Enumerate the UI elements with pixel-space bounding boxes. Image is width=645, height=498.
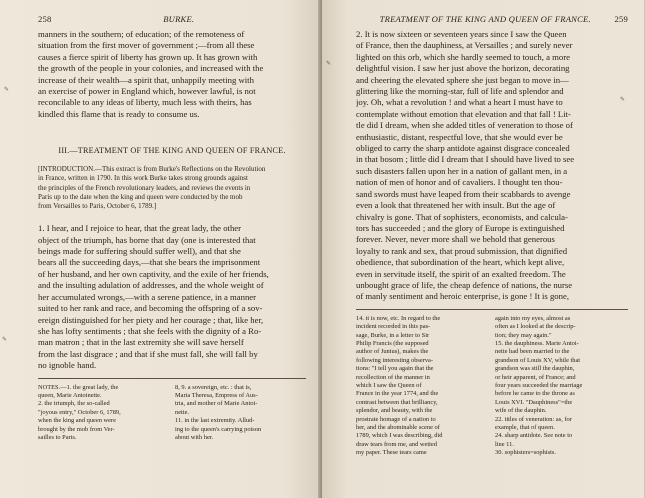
footnote-line: incident recorded in this pas-: [356, 323, 431, 331]
text-line: enthusiastic, distant, respectful love, that she would ever be: [356, 131, 563, 142]
footnote-line: example, that of queen.: [495, 424, 555, 432]
footnote-line: 30. sophisters=sophists.: [495, 449, 556, 457]
text-line: kindled this flame that is ready to consume us.: [38, 108, 200, 119]
footnote-line: nette had been married to the: [495, 348, 570, 356]
footnote-line: splendor, and beauty, with the: [356, 407, 433, 415]
notes-divider: [38, 378, 306, 379]
left-continuation-paragraph: [38, 29, 306, 120]
right-page: [322, 0, 644, 498]
left-page-number: 258: [38, 14, 52, 24]
text-line: she has lofty sentiments ; that she feels with the dignity of a Ro-: [38, 325, 262, 336]
footnote-line: Louis XVI. "Dauphiness"=the: [495, 398, 573, 406]
footnote-line: France in the year 1774, and the: [356, 390, 439, 398]
notes-divider: [356, 309, 628, 310]
text-line: such disasters fallen upon her in a nation of gallant men, in a: [356, 165, 568, 176]
footnote-line: 1789, which I was describing, did: [356, 432, 443, 440]
intro-line: [INTRODUCTION.—This extract is from Burke's Reflections on the Revolution: [38, 165, 266, 174]
left-footnotes: [38, 384, 306, 443]
text-line: obedience, that subordination of the heart, which kept alive,: [356, 257, 565, 268]
text-line: contemplate without emotion that elevation and that fall ! Lit-: [356, 108, 571, 119]
text-line: and cheering the elevated sphere she just began to move in—: [356, 74, 569, 85]
footnote-line: following interesting observa-: [356, 356, 434, 364]
footnote-line: "joyous entry," October 6, 1789,: [38, 408, 121, 416]
text-line: of France, then the dauphiness, at Versailles ; and surely never: [356, 40, 573, 51]
text-line: of manly sentiment and heroic enterprise, is gone ! It is gone,: [356, 291, 570, 302]
text-line: obliged to carry the sharp antidote against disgrace concealed: [356, 143, 570, 154]
footnote-column: [356, 315, 489, 458]
footnote-line: tria, and mother of Marie Antoi-: [175, 400, 258, 408]
pencil-annotation-mark: ✎: [620, 96, 625, 103]
footnote-line: line 11.: [495, 440, 514, 448]
text-line: from the last disgrace ; and that if she must fall, she will fall by: [38, 348, 258, 359]
left-running-head: [38, 14, 306, 24]
pencil-annotation-mark: ✎: [2, 336, 7, 343]
footnote-line: her, and the abominable scene of: [356, 424, 440, 432]
text-line: sand swords must have leaped from their scabbards to avenge: [356, 188, 571, 199]
footnote-line: tion; they may again.": [495, 331, 552, 339]
intro-line: from Versailles to Paris, October 6, 1789.]: [38, 202, 157, 211]
footnote-line: before he came to the throne as: [495, 390, 575, 398]
pencil-annotation-mark: ✎: [4, 86, 9, 93]
footnote-line: which I saw the Queen of: [356, 382, 422, 389]
text-line: even in servitude itself, the spirit of an exalted freedom. The: [356, 268, 566, 279]
footnote-column: [175, 384, 306, 443]
text-line: her accumulated wrongs,—with a serene patience, in a manner: [38, 291, 257, 302]
paragraph-2: [356, 29, 628, 303]
text-line: loyalty to rank and sex, that proud submission, that dignified: [356, 245, 568, 256]
section-title: III.—TREATMENT OF THE KING AND QUEEN OF FRANCE.: [58, 146, 286, 156]
footnote-line: NOTES.—1. the great lady, the: [38, 383, 119, 391]
footnote-line: often as I looked at the descrip-: [495, 323, 576, 331]
text-line: reconcilable to any ideas of liberty, much less with theirs, has: [38, 97, 252, 108]
text-line: bears all the succeeding days,—that she bears the imprisonment: [38, 257, 261, 268]
text-line: joy. Oh, what a revolution ! and what a heart I must have to: [356, 97, 563, 108]
footnote-line: grandson was still the dauphin,: [495, 365, 575, 373]
text-line: increase of their wealth—a spirit that, unhappily meeting with: [38, 74, 254, 85]
footnote-line: 8, 9. a sovereign, etc. : that is,: [175, 383, 252, 391]
footnote-line: queen, Marie Antoinette.: [38, 391, 102, 399]
text-line: in that bosom ; little did I dream that I should have lived to see: [356, 154, 575, 165]
text-line: nation of men of honor and of cavaliers. I thought ten thou-: [356, 177, 563, 188]
footnote-line: 24. sharp antidote. See note to: [495, 432, 573, 440]
text-line: suited to her rank and race, and becoming the offspring of a sov-: [38, 303, 263, 314]
text-line: unbought grace of life, the cheap defence of nations, the nurse: [356, 279, 573, 290]
footnote-line: contrast between that brilliancy,: [356, 398, 438, 406]
text-line: manners in the southern; of education; of the remoteness of: [38, 29, 245, 39]
text-line: tors has succeeded ; and the glory of Europe is extinguished: [356, 222, 565, 233]
text-line: man matron ; that in the last extremity she will save herself: [38, 337, 244, 348]
footnote-line: grandson of Louis XV, while that: [495, 356, 581, 364]
text-line: an exercise of power in England which, however lawful, is not: [38, 86, 256, 97]
pencil-annotation-mark: ✎: [326, 60, 331, 67]
footnote-column: [38, 384, 169, 443]
footnote-column: [495, 315, 628, 458]
text-line: causes a fierce spirit of liberty has grown up. It has grown with: [38, 51, 258, 62]
intro-line: the principles of the French revolutionary leaders, and reviews the events in: [38, 183, 251, 192]
text-line: ereign distinguished for her piety and her courage ; that, like her,: [38, 314, 264, 325]
footnote-line: when the king and queen were: [38, 417, 116, 425]
footnote-line: sailles to Paris.: [38, 433, 77, 441]
right-page-number: 259: [614, 14, 628, 24]
intro-line: in France, written in 1790. In this work Burke takes strong grounds against: [38, 174, 248, 183]
left-page: [0, 0, 322, 498]
text-line: object of the triumph, has borne that day (one is interested that: [38, 234, 256, 245]
text-line: 1. I hear, and I rejoice to hear, that the great lady, the other: [38, 223, 242, 234]
text-line: chivalry is gone. That of sophisters, economists, and calcula-: [356, 211, 568, 222]
text-line: of her husband, and her own captivity, and the exile of her friends,: [38, 268, 269, 279]
text-line: no ignoble hand.: [38, 360, 97, 371]
footnote-line: tions: "I tell you again that the: [356, 365, 434, 373]
paragraph-1: [38, 223, 306, 371]
text-line: even a look that threatened her with insult. But the age of: [356, 200, 556, 211]
text-line: forever. Never, never more shall we behold that generous: [356, 234, 555, 245]
footnote-line: 11. in the last extremity. Allud-: [175, 417, 255, 425]
text-line: tle did I dream, when she added titles of veneration to those of: [356, 120, 573, 131]
right-footnotes: [356, 315, 628, 458]
footnote-line: about with her.: [175, 433, 214, 441]
footnote-line: recollection of the manner in: [356, 373, 430, 381]
footnote-line: nette.: [175, 408, 190, 416]
text-line: 2. It is now sixteen or seventeen years since I saw the Queen: [356, 29, 567, 39]
footnote-line: or heir apparent, of France; and: [495, 373, 576, 381]
text-line: situation from the first mover of government ;—from all these: [38, 40, 255, 51]
footnote-line: Maria Theresa, Empress of Aus-: [175, 391, 258, 399]
footnote-line: again into my eyes, almost as: [495, 314, 571, 322]
footnote-line: 22. titles of veneration: as, for: [495, 415, 572, 423]
footnote-line: sage, Burke, in a letter to Sir: [356, 331, 430, 339]
text-line: the growth of the people in your colonies, and increased with the: [38, 63, 264, 74]
footnote-line: 14. it is now, etc. In regard to the: [356, 314, 441, 322]
introduction-paragraph: [38, 165, 306, 211]
text-line: and the insulting adulation of addresses, and the whole weight of: [38, 280, 264, 291]
text-line: glittering like the morning-star, full of life and splendor and: [356, 86, 564, 97]
footnote-line: author of Junius), makes the: [356, 348, 429, 356]
footnote-line: Philip Francis (the supposed: [356, 339, 429, 347]
footnote-line: my paper. These tears came: [356, 449, 427, 457]
left-running-title: BURKE.: [163, 14, 195, 24]
footnote-line: prostrate homage of a nation to: [356, 415, 436, 423]
text-line: beings made for suffering should suffer well), and that she: [38, 246, 241, 257]
right-running-title: TREATMENT OF THE KING AND QUEEN OF FRANCE.: [379, 14, 591, 24]
footnote-line: wife of the dauphin.: [495, 407, 547, 415]
text-line: lighted on this orb, which she hardly seemed to touch, a more: [356, 51, 571, 62]
footnote-line: 2. the triumph, the so-called: [38, 400, 110, 408]
footnote-line: brought by the mob from Ver-: [38, 425, 115, 433]
footnote-line: ing to the queen's carrying poison: [175, 425, 262, 433]
text-line: delightful vision. I saw her just above the horizon, decorating: [356, 63, 570, 74]
right-running-head: [356, 14, 628, 24]
intro-line: Paris up to the date when the king and queen were conducted by the mob: [38, 192, 243, 201]
footnote-line: four years succeeded the marriage: [495, 382, 583, 389]
footnote-line: draw tears from me, and wetted: [356, 440, 437, 448]
footnote-line: 15. the dauphiness. Marie Antoi-: [495, 339, 579, 347]
